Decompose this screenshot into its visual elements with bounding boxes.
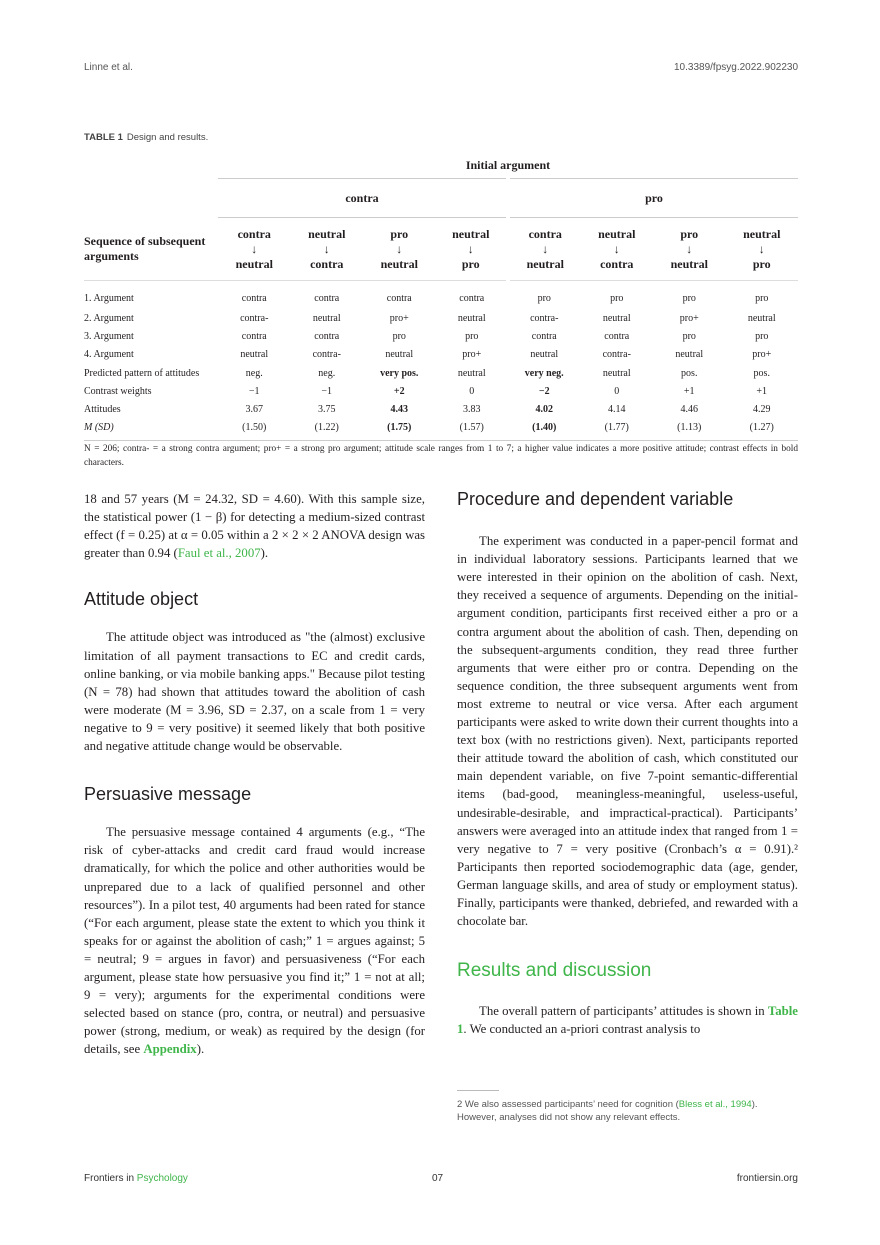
table-cell: +2	[393, 385, 405, 397]
table-cell: (1.50)	[242, 422, 267, 434]
table-cell: (1.27)	[749, 422, 774, 434]
table-cell: contra	[604, 330, 630, 342]
table-cell: pro+	[752, 349, 772, 361]
table-cell: contra-	[530, 312, 559, 324]
sequence-column-header	[653, 218, 726, 281]
sequence-column-header	[581, 218, 654, 281]
table-cell: neutral	[530, 349, 559, 361]
paragraph-attitude-object: The attitude object was introduced as "the (almost) exclusive limitation of all payment transactions to EC and credit cards, online banking, or via mobile banking apps." Because pilot testing (N = 78) had shown that attitudes toward the abolition of cash were moderate (M = 3.96, SD = 2.37, on a scale from 1 = very negative to 9 = very positive) it seemed likely that both positive and negative attitude change would be observable.	[84, 630, 425, 754]
row-label: 1. Argument	[84, 292, 134, 304]
sequence-arrow: ↓	[758, 241, 765, 256]
sequence-arrow: ↓	[467, 241, 474, 256]
table-cell: pro	[610, 292, 624, 304]
sequence-from: contra	[237, 226, 271, 241]
table-cell: 3.75	[318, 404, 336, 416]
table-cell: neg.	[245, 367, 263, 379]
table-cell: contra	[314, 330, 340, 342]
sequence-from: neutral	[452, 226, 490, 241]
sequence-to: contra	[600, 256, 634, 271]
citation-link[interactable]: Faul et al., 2007	[177, 546, 261, 561]
sequence-arrow: ↓	[396, 241, 403, 256]
table-cell: contra-	[312, 349, 341, 361]
table-cell: neutral	[602, 312, 631, 324]
sequence-arrow: ↓	[613, 241, 620, 256]
table-cell: pro	[537, 292, 551, 304]
table-caption-text: Design and results.	[126, 132, 209, 143]
footnote-citation-link[interactable]: Bless et al., 1994	[678, 1099, 752, 1110]
sequence-from: neutral	[598, 226, 636, 241]
paragraph-procedure: The experiment was conducted in a paper-pencil format and in individual laboratory sessions. Participants learned that we were interested in their opinion on the abolition of cash. Next, they received a sequence of arguments. Depending on the initial-argument condition, participants first received either a pro or a contra argument about the abolition of cash. Then, depending on the subsequent-arguments condition, they read three further arguments that were either pro or contra. Depending on the sequence condition, the three subsequent arguments went from most extreme to neutral or vice versa. After each argument participants were asked to write down their current thoughts into a text box (with no restrictions given). Next, participants reported their attitude toward the abolition of cash, which constituted our main dependent variable, on five 7-point semantic-differential items (bad-good, meaningless-meaningful, useless-useful, undesirable-desirable, and impractical-practical). Participants’ answers were averaged into an attitude index that ranged from 1 = very negative to 7 = very positive (Cronbach’s α = 0.91).² Participants then reported sociodemographic data (age, gender, German language skills, and area of study or employment status). Finally, participants were thanked, debriefed, and rewarded with a chocolate bar.	[457, 534, 798, 929]
sequence-to: contra	[310, 256, 344, 271]
table-1-link[interactable]: Table 1	[457, 1004, 798, 1037]
left-column	[84, 490, 425, 1058]
paragraph-persuasive-message: The persuasive message contained 4 arguments (e.g., “The risk of cyber-attacks and credit card fraud would increase dramatically, for which the police and other authorities would be unprepared due to a lack of qualified personnel and other resources”). In a pilot test, 40 arguments had been rated for stance (“For each argument, please state the extent to which you think it speaks for or against the abolition of cash;” 1 = argues against; 5 = neutral; 9 = argues in favor) and persuasiveness (“For each argument, please state how persuasive you find it;” 1 = not at all; 9 = very); arguments for the experimental conditions were selected based on stance (pro, contra, or neutral) and persuasive power (strong, medium, or weak) as required by the design (for details, see Appendix).	[84, 825, 425, 1057]
table-cell: pro	[755, 292, 769, 304]
table-cell: pro	[682, 292, 696, 304]
table-cell: 0	[469, 385, 475, 397]
table-cell: −1	[248, 385, 260, 397]
table-row	[84, 281, 798, 310]
table-row	[84, 400, 798, 418]
sequence-column-header	[436, 218, 509, 281]
group-pro: pro	[508, 179, 798, 218]
table-cell: pro	[465, 330, 479, 342]
sequence-to: neutral	[670, 256, 708, 271]
table-cell: (1.75)	[387, 422, 412, 434]
table-cell: neutral	[312, 312, 341, 324]
table-cell: 4.43	[390, 404, 408, 416]
table-cell: contra	[314, 292, 340, 304]
page-number: 07	[432, 1173, 444, 1184]
sequence-column-header	[726, 218, 799, 281]
section-heading-persuasive-message: Persuasive message	[84, 784, 252, 805]
table-cell: contra-	[602, 349, 631, 361]
table-row	[84, 419, 798, 437]
row-label: Contrast weights	[84, 385, 152, 397]
section-heading-procedure: Procedure and dependent variable	[457, 489, 734, 509]
journal-link[interactable]: Psychology	[136, 1173, 188, 1184]
table-cell: pro	[755, 330, 769, 342]
table-cell: neutral	[457, 312, 486, 324]
table-row	[84, 382, 798, 400]
table-cell: pro	[682, 330, 696, 342]
section-heading-results: Results and discussion	[457, 960, 652, 982]
table-cell: neutral	[675, 349, 704, 361]
sequence-to: neutral	[526, 256, 564, 271]
table-cell: (1.13)	[677, 422, 702, 434]
table-cell: (1.57)	[459, 422, 484, 434]
table-cell: +1	[683, 385, 695, 397]
footnote: 2 We also assessed participants’ need for cognition (Bless et al., 1994). However, analyses did not show any relevant effects.	[457, 1098, 798, 1124]
row-label: Predicted pattern of attitudes	[84, 367, 200, 379]
row-label: 2. Argument	[84, 312, 134, 324]
sequence-column-header	[291, 218, 364, 281]
table-row	[84, 327, 798, 345]
running-header-doi: 10.3389/fpsyg.2022.902230	[674, 62, 798, 73]
table-cell: (1.22)	[314, 422, 339, 434]
table-cell: 4.14	[608, 404, 626, 416]
group-contra: contra	[218, 179, 508, 218]
row-header: Sequence of subsequent arguments	[84, 233, 206, 263]
sequence-column-header	[218, 218, 291, 281]
sequence-from: contra	[528, 226, 562, 241]
sequence-from: pro	[680, 226, 699, 241]
table-cell: pro+	[462, 349, 482, 361]
table-cell: −1	[321, 385, 333, 397]
results-table	[84, 152, 798, 437]
row-label: Attitudes	[84, 404, 121, 416]
row-label: 3. Argument	[84, 330, 134, 342]
sequence-from: pro	[390, 226, 409, 241]
sequence-to: pro	[752, 256, 771, 271]
initial-argument-header: Initial argument	[465, 157, 551, 172]
table-cell: contra	[241, 330, 267, 342]
table-cell: neg.	[318, 367, 336, 379]
section-heading-attitude-object: Attitude object	[84, 589, 199, 610]
table-cell: −2	[538, 385, 550, 397]
table-cell: (1.40)	[532, 422, 557, 434]
table-cell: contra	[531, 330, 557, 342]
table-cell: contra	[459, 292, 485, 304]
paragraph-sample: 18 and 57 years (M = 24.32, SD = 4.60). With this sample size, the statistical power (1 − β) for detecting a medium-sized contrast effect (f = 0.25) at α = 0.05 within a 2 × 2 × 2 ANOVA design was greater than 0.94 (Faul et al., 2007).	[84, 492, 425, 561]
footer-journal: Frontiers in Psychology	[84, 1173, 188, 1184]
table-cell: neutral	[385, 349, 414, 361]
table-cell: pos.	[753, 367, 770, 379]
table-cell: (1.77)	[604, 422, 629, 434]
table-cell: 3.83	[463, 404, 481, 416]
sequence-to: neutral	[380, 256, 418, 271]
table-cell: contra	[386, 292, 412, 304]
sequence-to: pro	[461, 256, 480, 271]
table-cell: neutral	[457, 367, 486, 379]
sequence-arrow: ↓	[542, 241, 549, 256]
sequence-arrow: ↓	[686, 241, 693, 256]
table-row	[84, 346, 798, 364]
table-cell: neutral	[240, 349, 269, 361]
table-cell: pro+	[679, 312, 699, 324]
paragraph-results: The overall pattern of participants’ attitudes is shown in Table 1. We conducted an a-priori contrast analysis to	[457, 1004, 798, 1037]
table-row	[84, 364, 798, 382]
sequence-from: neutral	[308, 226, 346, 241]
sequence-column-header	[508, 218, 581, 281]
table-row	[84, 309, 798, 327]
row-label: M (SD)	[84, 422, 114, 434]
sequence-column-header	[363, 218, 436, 281]
table-cell: pro	[392, 330, 406, 342]
sequence-to: neutral	[235, 256, 273, 271]
table-cell: neutral	[602, 367, 631, 379]
table-cell: 0	[614, 385, 620, 397]
table-cell: 4.46	[680, 404, 698, 416]
sequence-arrow: ↓	[251, 241, 258, 256]
table-cell: pro+	[389, 312, 409, 324]
table-cell: +1	[756, 385, 768, 397]
sequence-arrow: ↓	[323, 241, 330, 256]
appendix-link[interactable]: Appendix	[143, 1042, 197, 1057]
site-link[interactable]: frontiersin.org	[736, 1173, 798, 1184]
table-cell: neutral	[747, 312, 776, 324]
row-label: 4. Argument	[84, 349, 134, 361]
table-cell: contra	[241, 292, 267, 304]
right-column	[457, 490, 798, 1038]
table-cell: 3.67	[245, 404, 263, 416]
table-cell: pos.	[681, 367, 698, 379]
table-cell: very pos.	[380, 367, 419, 379]
running-header-authors: Linne et al.	[84, 62, 133, 73]
table-cell: very neg.	[524, 367, 564, 379]
table-cell: contra-	[240, 312, 269, 324]
table-label: TABLE 1	[84, 132, 123, 143]
table-caption	[84, 132, 208, 143]
table-note: N = 206; contra- = a strong contra argument; pro+ = a strong pro argument; attitude scale ranges from 1 to 7; a higher value indicates a more positive attitude; contrast effects in bold characters.	[84, 440, 798, 470]
table-cell: 4.02	[535, 404, 553, 416]
table-cell: 4.29	[753, 404, 771, 416]
sequence-from: neutral	[743, 226, 781, 241]
